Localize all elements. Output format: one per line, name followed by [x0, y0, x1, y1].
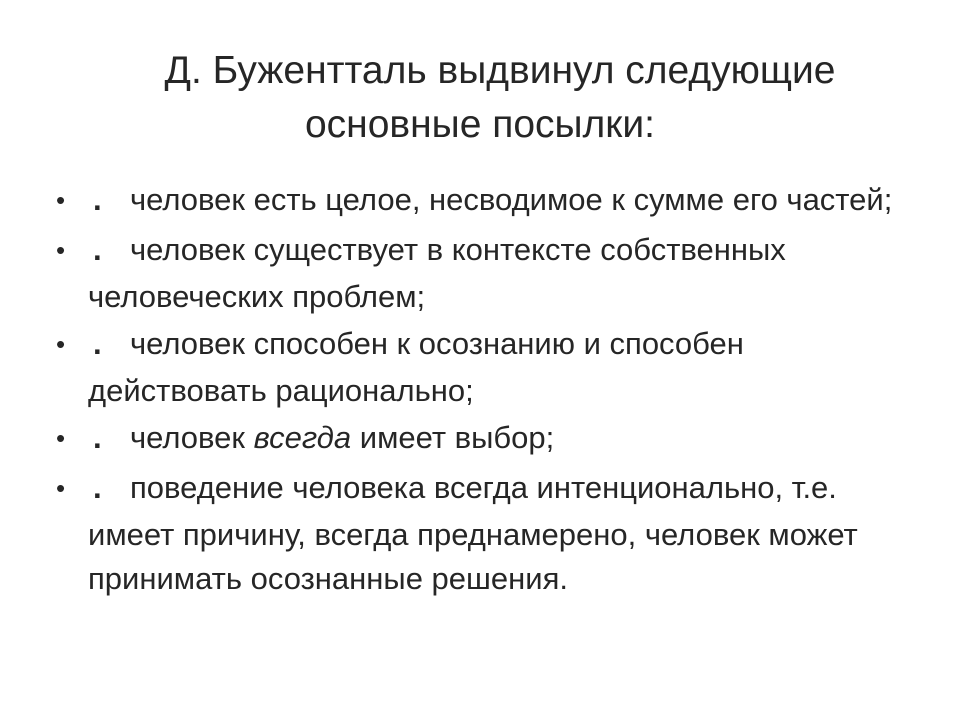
item-marker: . [88, 329, 107, 364]
item-text-emphasis: всегда [253, 420, 352, 455]
bullet-icon: • [56, 329, 66, 359]
item-text: человек есть целое, несводимое к сумме его частей; [130, 182, 893, 217]
item-marker: . [88, 473, 107, 508]
list-item-content [88, 466, 916, 601]
item-marker: . [88, 235, 107, 270]
list-item-content [88, 416, 916, 463]
item-text: человек способен к осознанию и способен действовать рационально; [88, 326, 744, 408]
slide-title [0, 44, 960, 152]
list-item-content [88, 178, 916, 225]
item-text-post: имеет выбор; [351, 420, 555, 455]
bullet-icon: • [56, 235, 66, 265]
item-text: поведение человека всегда интенционально, т.е. имеет причину, всегда преднамерено, человек может принимать осознанные решения. [88, 470, 858, 596]
list-item [56, 416, 916, 463]
slide-title-line-2: основные посылки: [304, 103, 655, 146]
list-item [56, 322, 916, 413]
slide-title-line-1: Д. Бужентталь выдвинул следующие [164, 49, 836, 92]
premises-list [56, 178, 916, 604]
list-item-content [88, 322, 916, 413]
bullet-icon: • [56, 423, 66, 453]
list-item [56, 228, 916, 319]
list-item [56, 178, 916, 225]
bullet-icon: • [56, 185, 66, 215]
item-marker: . [88, 423, 107, 458]
item-text: человек существует в контексте собственных человеческих проблем; [88, 232, 786, 314]
item-marker: . [88, 185, 107, 220]
bullet-icon: • [56, 473, 66, 503]
item-text-pre: человек [130, 420, 254, 455]
list-item-content [88, 228, 916, 319]
list-item [56, 466, 916, 601]
